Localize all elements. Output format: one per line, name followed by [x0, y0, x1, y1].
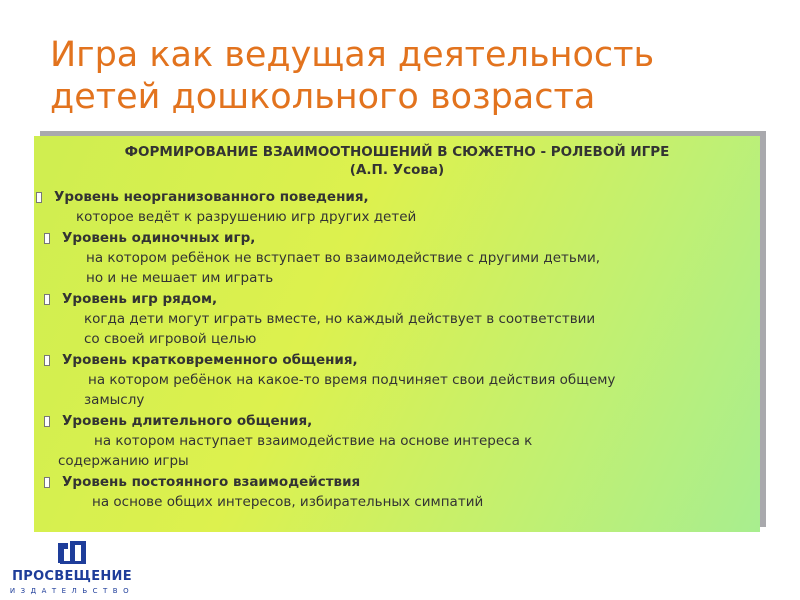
- bullet-icon: [44, 294, 50, 305]
- item-heading: Уровень игр рядом,: [62, 291, 218, 307]
- item-description-cont: но и не мешает им играть: [86, 270, 274, 286]
- logo-subtitle: ИЗДАТЕЛЬСТВО: [9, 587, 135, 595]
- bullet-icon: [44, 416, 50, 427]
- list-item: [34, 412, 760, 471]
- list-item: [34, 188, 760, 227]
- item-heading: Уровень кратковременного общения,: [62, 352, 358, 368]
- item-description-cont: замыслу: [84, 392, 145, 408]
- item-description: на котором наступает взаимодействие на основе интереса к: [94, 433, 533, 449]
- item-description: когда дети могут играть вместе, но каждый действует в соответствии: [84, 311, 596, 327]
- item-description: на котором ребёнок не вступает во взаимодействие с другими детьми,: [86, 250, 601, 266]
- panel-heading-line-1: ФОРМИРОВАНИЕ ВЗАИМООТНОШЕНИЙ В СЮЖЕТНО - РОЛЕВОЙ ИГРЕ: [124, 144, 670, 160]
- list-item: [34, 290, 760, 349]
- item-description: на котором ребёнок на какое-то время подчиняет свои действия общему: [88, 372, 616, 388]
- level-list: [34, 188, 760, 514]
- list-item: [34, 229, 760, 288]
- bullet-icon: [44, 355, 50, 366]
- panel-heading: [34, 143, 760, 179]
- item-heading: Уровень одиночных игр,: [62, 230, 256, 246]
- item-description: которое ведёт к разрушению игр других детей: [76, 209, 417, 225]
- title-line-1: Игра как ведущая деятельность: [50, 35, 655, 75]
- prosveshchenie-logo-icon: [4, 537, 140, 569]
- logo-name: ПРОСВЕЩЕНИЕ: [12, 569, 132, 584]
- list-item: [34, 473, 760, 512]
- bullet-icon: [44, 477, 50, 488]
- item-heading: Уровень длительного общения,: [62, 413, 313, 429]
- list-item: [34, 351, 760, 410]
- content-panel: [34, 136, 760, 532]
- bullet-icon: [44, 233, 50, 244]
- item-description: на основе общих интересов, избирательных симпатий: [92, 494, 484, 510]
- bullet-icon: [36, 192, 42, 203]
- item-description-cont: со своей игровой целью: [84, 331, 257, 347]
- slide-title: [50, 34, 770, 118]
- publisher-logo: [4, 537, 140, 597]
- item-heading: Уровень постоянного взаимодействия: [62, 474, 361, 490]
- panel-heading-line-2: (А.П. Усова): [349, 162, 445, 178]
- item-description-cont: содержанию игры: [58, 453, 189, 469]
- item-heading: Уровень неорганизованного поведения,: [54, 189, 369, 205]
- title-line-2: детей дошкольного возраста: [50, 77, 596, 117]
